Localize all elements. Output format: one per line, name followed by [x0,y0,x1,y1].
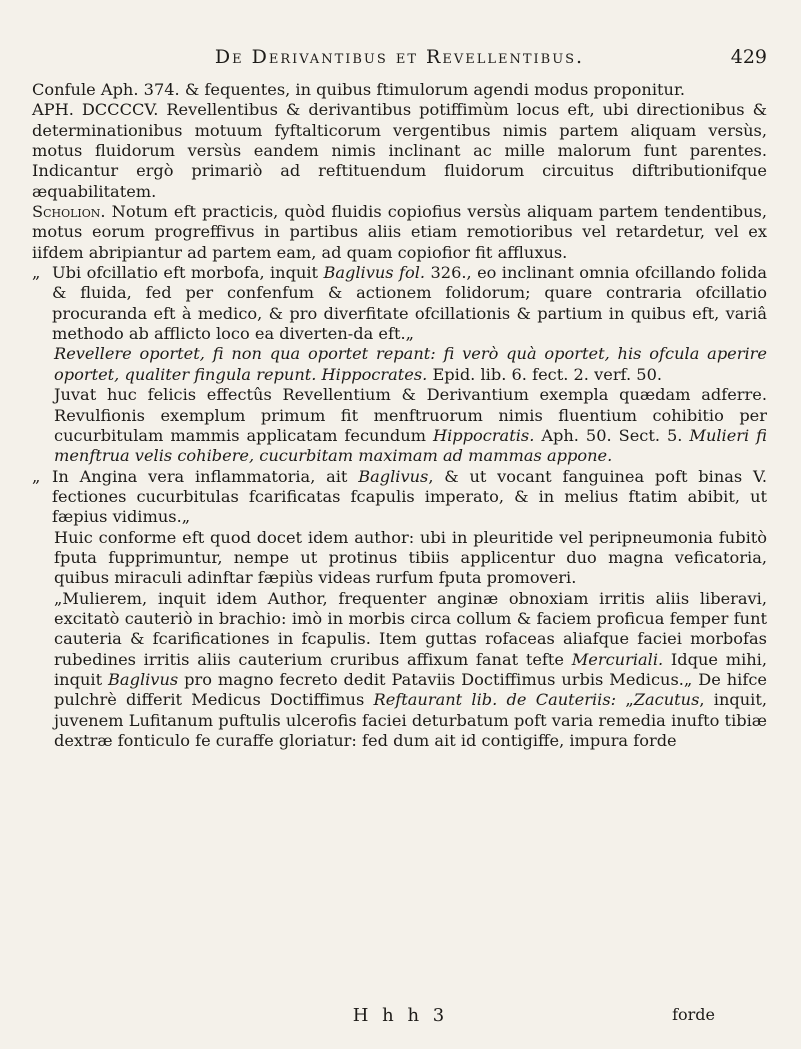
paragraph-text: Juvat huc felicis effectûs Revellentium & Derivantium exempla quædam adferre. Revulfionis exemplum primum fit menftruorum nimis fluentium cohibitio per cucurbitulam mammis applicatam fecundum [54,385,767,445]
paragraph-pleuritis [32,528,767,589]
signature-mark: H h h 3 [352,1005,449,1026]
running-title: De Derivantibus et Revellentibus. [214,46,585,68]
citation: Epid. lib. 6. fect. 2. verf. 50. [432,364,663,384]
paragraph-text: pro magno fecreto dedit Pataviis Doctiffimus urbis Medicus.„ De hifce pulchrè differit Medicus Doctiffimus [54,669,767,710]
citation: Hippocratis. [432,425,535,445]
paragraph-text: , & ut vocant fanguinea poft binas V. fectiones cucurbitulas fcarificatas fcapulis imperato, & in melius ftatim abibit, ut fæpius vidimus.„ [52,466,767,527]
citation: Mercuriali. [571,649,664,669]
citation: Baglivus fol. [323,263,426,283]
paragraph-aphorism [32,100,767,202]
quote-baglivus-oscillation [32,263,767,344]
paragraph-text: Huic conforme eft quod docet idem author: ubi in pleuritide vel peripneumonia fubitò fputa fupprimuntur, nempe ut protinus tibiis applicentur duo magna veficatoria, quibus miraculi adinftar fæpiùs videas rurfum fputa promoveri. [54,527,767,588]
quote-mark: „ [625,690,634,710]
citation: Baglivus [358,466,429,486]
paragraph-text: 326., eo inclinant omnia ofcillando folida & fluida, fed per confenfum & actionem folidorum; quare contraria ofcillatio procuranda eft à medico, & pro diverfitate ofcillationis & partium in quibus eft, variâ methodo ab afflicto loco ea diverten-da eft.„ [52,263,767,344]
paragraph-text: Ubi ofcillatio eft morbofa, inquit [52,263,319,283]
running-head [32,40,767,74]
paragraph-text: Confule Aph. 374. & fequentes, in quibus ftimulorum agendi modus proponitur. [32,80,686,99]
paragraph-text: Idque mihi, inquit [54,649,767,689]
citation: Baglivus [108,669,179,689]
paragraph-scholion [32,202,767,263]
page-number: 429 [730,46,767,68]
paragraph-hippocrates [32,344,767,385]
paragraph-text: , inquit, juvenem Lufitanum puftulis ulcerofis faciei deturbatum poft varia remedia inufto tibiæ dextræ fonticulo fe curaffe gloriatur: fed dum ait id contigiffe, impura forde [54,690,767,750]
paragraph-text: Notum eft practicis, quòd fluidis copiofius versùs aliquam partem tendentibus, motus eorum progreffivus in partibus aliis etiam remotioribus vel retardetur, vel ex iifdem abripiantur ad partem eam, ad quam copiofior fit affluxus. [32,202,767,262]
paragraph-confule [32,80,767,100]
catchword: forde [672,1005,715,1024]
paragraph-mulierem [32,589,767,752]
italic-quote: Revellere oportet, fi non qua oportet repant: fi verò quà oportet, his ofcula aperire oportet, qualiter fingula repunt. Hippocrates. [54,344,767,384]
scholion-heading: Scholion. [32,202,106,222]
paragraph-text: In Angina vera inflammatoria, ait [52,466,348,486]
italic-quote: Mulieri fi menftrua velis cohibere, cucurbitam maximam ad mammas appone. [54,425,767,466]
paragraph-revulsion [32,385,767,466]
citation: Aph. 50. Sect. 5. [541,425,683,445]
quote-angina [32,467,767,528]
paragraph-text: „Mulierem, inquit idem Author, frequenter anginæ obnoxiam irritis aliis liberavi, excitatò cauteriò in brachio: imò in morbis circa collum & faciem proficua femper funt cauteria & fcarificationes in fcapulis. Item guttas rofaceas aliafque faciei morbofas rubedines irritis aliis cauterium cruribus affixum fanat tefte [54,588,767,669]
citation: Zacutus [633,690,700,710]
body-text [32,80,767,751]
paragraph-text: APH. DCCCCV. Revellentibus & derivantibus potiffimùm locus eft, ubi directionibus & determinationibus motuum fyftalticorum vergentibus nimis partem aliquam versùs, motus fluidorum versùs eandem nimis inclinant ac mille malorum funt parentes. Indicantur ergò primariò ad reftituendum fluidorum circuitus diftributionifque æquabilitatem. [32,100,767,201]
citation: Reftaurant lib. de Cauteriis: [373,690,617,710]
